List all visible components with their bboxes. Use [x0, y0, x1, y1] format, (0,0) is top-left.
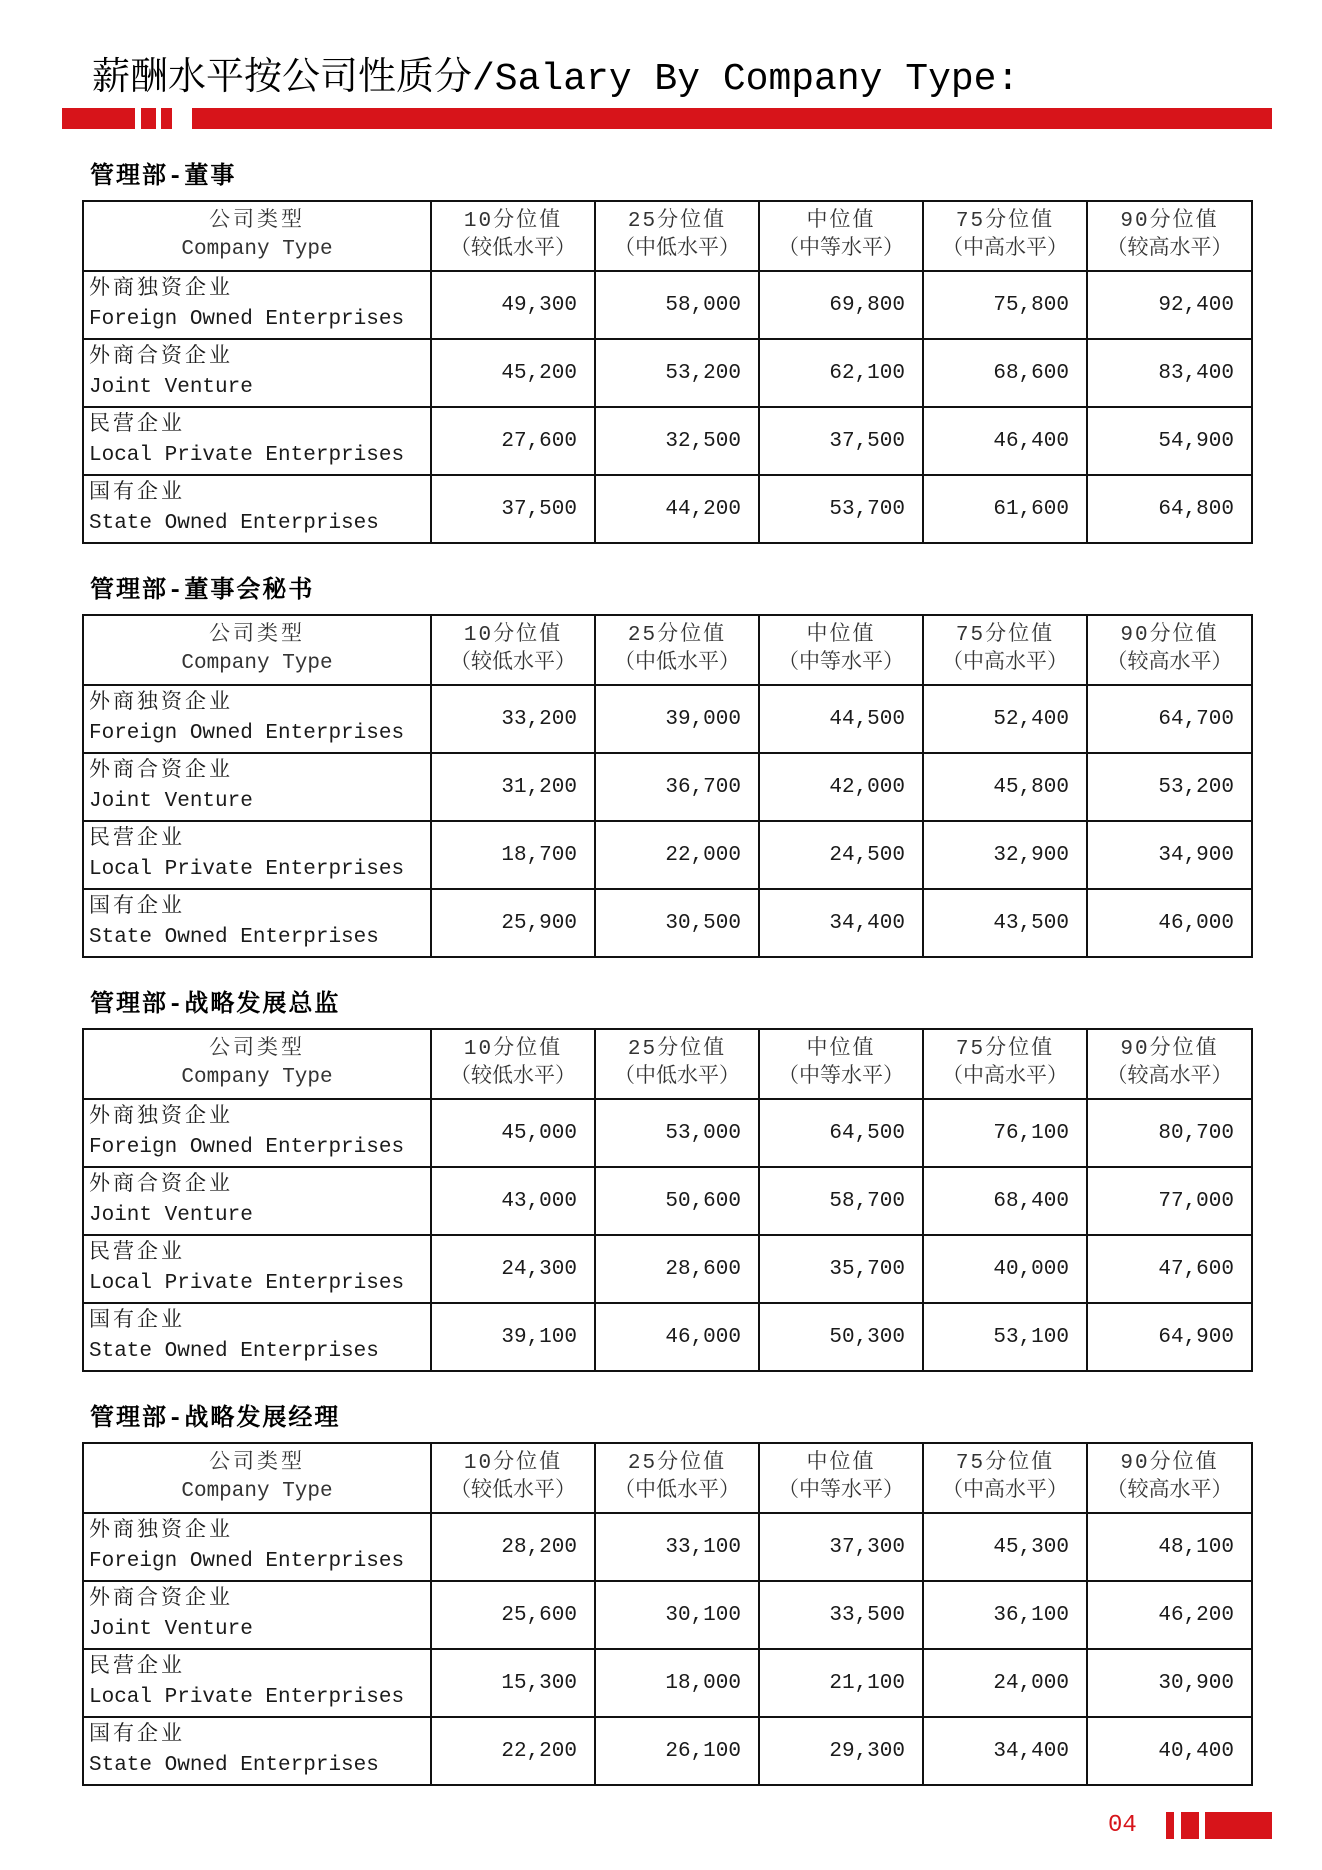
salary-p25: 36,700	[595, 753, 759, 821]
header-percentile-level: （中等水平）	[778, 1480, 904, 1503]
salary-p25: 44,200	[595, 475, 759, 543]
header-p25	[595, 1443, 759, 1513]
header-company-type-cn: 公司类型	[209, 1452, 305, 1475]
salary-p75: 43,500	[923, 889, 1087, 957]
salary-median: 21,100	[759, 1649, 923, 1717]
company-type-cn: 外商合资企业	[89, 760, 233, 783]
header-p25	[595, 1029, 759, 1099]
salary-table	[82, 1442, 1253, 1786]
salary-p75: 68,400	[923, 1167, 1087, 1235]
table-row	[83, 1099, 1252, 1167]
header-red-bar-segment	[161, 108, 172, 129]
table-row	[83, 889, 1252, 957]
company-type-en: Foreign Owned Enterprises	[89, 722, 405, 745]
salary-median: 64,500	[759, 1099, 923, 1167]
section-title: 管理部-战略发展经理	[90, 1406, 341, 1433]
company-type-cn: 民营企业	[89, 1242, 185, 1265]
salary-p90: 77,000	[1087, 1167, 1252, 1235]
header-p10	[431, 615, 595, 685]
header-percentile-level: （中低水平）	[614, 652, 740, 675]
salary-median: 69,800	[759, 271, 923, 339]
header-red-bar-segment	[141, 108, 156, 129]
company-type-cell	[83, 1167, 431, 1235]
salary-p25: 30,100	[595, 1581, 759, 1649]
company-type-cell	[83, 1099, 431, 1167]
salary-p10: 43,000	[431, 1167, 595, 1235]
salary-median: 62,100	[759, 339, 923, 407]
salary-median: 33,500	[759, 1581, 923, 1649]
header-percentile-label: 75分位值	[955, 1038, 1055, 1061]
header-percentile-level: （中高水平）	[942, 652, 1068, 675]
header-percentile-label: 中位值	[806, 624, 876, 647]
header-company-type-en: Company Type	[181, 1480, 333, 1503]
company-type-cn: 外商合资企业	[89, 346, 233, 369]
company-type-en: Joint Venture	[89, 790, 253, 813]
salary-median: 50,300	[759, 1303, 923, 1371]
company-type-cn: 国有企业	[89, 1310, 185, 1333]
header-percentile-label: 10分位值	[463, 1038, 563, 1061]
table-row	[83, 271, 1252, 339]
header-percentile-level: （较低水平）	[450, 238, 576, 261]
salary-p90: 48,100	[1087, 1513, 1252, 1581]
salary-p75: 52,400	[923, 685, 1087, 753]
salary-p90: 34,900	[1087, 821, 1252, 889]
salary-section	[82, 1405, 1251, 1785]
salary-p90: 64,900	[1087, 1303, 1252, 1371]
salary-p75: 34,400	[923, 1717, 1087, 1785]
header-percentile-label: 75分位值	[955, 1452, 1055, 1475]
salary-p25: 22,000	[595, 821, 759, 889]
salary-p90: 46,000	[1087, 889, 1252, 957]
company-type-cn: 外商独资企业	[89, 692, 233, 715]
header-percentile-level: （较高水平）	[1106, 238, 1233, 261]
salary-p90: 64,800	[1087, 475, 1252, 543]
table-header-row	[83, 615, 1252, 685]
table-row	[83, 1581, 1252, 1649]
header-red-bar-segment	[62, 108, 135, 129]
company-type-en: Foreign Owned Enterprises	[89, 308, 405, 331]
header-company-type-cn: 公司类型	[209, 210, 305, 233]
header-percentile-label: 10分位值	[463, 1452, 563, 1475]
header-percentile-level: （较低水平）	[450, 652, 576, 675]
company-type-en: State Owned Enterprises	[89, 1754, 379, 1777]
salary-p75: 46,400	[923, 407, 1087, 475]
company-type-cn: 外商独资企业	[89, 278, 233, 301]
salary-p10: 39,100	[431, 1303, 595, 1371]
salary-median: 58,700	[759, 1167, 923, 1235]
table-row	[83, 1167, 1252, 1235]
salary-p75: 53,100	[923, 1303, 1087, 1371]
company-type-en: Foreign Owned Enterprises	[89, 1550, 405, 1573]
company-type-cn: 外商独资企业	[89, 1520, 233, 1543]
header-percentile-level: （中高水平）	[942, 1066, 1068, 1089]
company-type-en: Joint Venture	[89, 1618, 253, 1641]
header-company-type	[83, 201, 431, 271]
salary-p10: 45,000	[431, 1099, 595, 1167]
salary-p90: 47,600	[1087, 1235, 1252, 1303]
salary-p25: 28,600	[595, 1235, 759, 1303]
salary-p90: 53,200	[1087, 753, 1252, 821]
salary-median: 29,300	[759, 1717, 923, 1785]
header-median	[759, 1029, 923, 1099]
header-p75	[923, 615, 1087, 685]
company-type-cn: 国有企业	[89, 896, 185, 919]
salary-median: 37,500	[759, 407, 923, 475]
company-type-en: State Owned Enterprises	[89, 512, 379, 535]
company-type-en: Local Private Enterprises	[89, 1686, 405, 1709]
header-percentile-label: 90分位值	[1120, 624, 1219, 647]
table-row	[83, 475, 1252, 543]
header-p10	[431, 1029, 595, 1099]
header-p90	[1087, 201, 1252, 271]
header-percentile-level: （较高水平）	[1106, 1480, 1233, 1503]
salary-p25: 46,000	[595, 1303, 759, 1371]
salary-table	[82, 614, 1253, 958]
page-number: 04	[1108, 1812, 1137, 1839]
header-percentile-level: （较低水平）	[450, 1066, 576, 1089]
company-type-cell	[83, 1581, 431, 1649]
salary-p25: 39,000	[595, 685, 759, 753]
salary-median: 34,400	[759, 889, 923, 957]
salary-median: 35,700	[759, 1235, 923, 1303]
header-red-bar-segment	[192, 108, 1272, 129]
header-percentile-label: 25分位值	[627, 210, 727, 233]
salary-p10: 25,600	[431, 1581, 595, 1649]
header-median	[759, 1443, 923, 1513]
table-header-row	[83, 201, 1252, 271]
salary-p90: 92,400	[1087, 271, 1252, 339]
header-percentile-level: （较高水平）	[1106, 652, 1233, 675]
company-type-cell	[83, 889, 431, 957]
salary-p75: 24,000	[923, 1649, 1087, 1717]
company-type-cell	[83, 1235, 431, 1303]
header-p90	[1087, 1443, 1252, 1513]
salary-table	[82, 1028, 1253, 1372]
salary-p10: 18,700	[431, 821, 595, 889]
salary-p10: 37,500	[431, 475, 595, 543]
company-type-cn: 国有企业	[89, 1724, 185, 1747]
salary-p10: 27,600	[431, 407, 595, 475]
salary-p90: 30,900	[1087, 1649, 1252, 1717]
section-title: 管理部-战略发展总监	[90, 992, 341, 1019]
header-p25	[595, 615, 759, 685]
salary-p25: 58,000	[595, 271, 759, 339]
header-percentile-label: 中位值	[806, 1038, 876, 1061]
header-company-type	[83, 1443, 431, 1513]
header-percentile-label: 90分位值	[1120, 1452, 1219, 1475]
header-percentile-level: （中等水平）	[778, 1066, 904, 1089]
header-company-type-en: Company Type	[181, 238, 333, 261]
company-type-en: State Owned Enterprises	[89, 926, 379, 949]
page-title: 薪酬水平按公司性质分/Salary By Company Type:	[92, 58, 1020, 101]
header-percentile-label: 10分位值	[463, 210, 563, 233]
salary-p90: 80,700	[1087, 1099, 1252, 1167]
header-percentile-label: 90分位值	[1120, 210, 1219, 233]
company-type-cn: 民营企业	[89, 1656, 185, 1679]
header-company-type-en: Company Type	[181, 1066, 333, 1089]
header-p90	[1087, 615, 1252, 685]
salary-p75: 76,100	[923, 1099, 1087, 1167]
salary-p25: 32,500	[595, 407, 759, 475]
salary-median: 44,500	[759, 685, 923, 753]
company-type-cell	[83, 1513, 431, 1581]
salary-p90: 64,700	[1087, 685, 1252, 753]
header-percentile-label: 25分位值	[627, 1452, 727, 1475]
salary-p75: 32,900	[923, 821, 1087, 889]
header-p10	[431, 201, 595, 271]
salary-section	[82, 991, 1251, 1371]
company-type-cell	[83, 1717, 431, 1785]
company-type-en: Joint Venture	[89, 1204, 253, 1227]
salary-median: 53,700	[759, 475, 923, 543]
company-type-en: Joint Venture	[89, 376, 253, 399]
table-row	[83, 1513, 1252, 1581]
salary-p25: 53,200	[595, 339, 759, 407]
salary-p10: 45,200	[431, 339, 595, 407]
header-company-type-cn: 公司类型	[209, 624, 305, 647]
header-percentile-label: 90分位值	[1120, 1038, 1219, 1061]
table-row	[83, 1717, 1252, 1785]
salary-section	[82, 163, 1251, 543]
table-row	[83, 821, 1252, 889]
table-header-row	[83, 1443, 1252, 1513]
salary-section	[82, 577, 1251, 957]
header-p75	[923, 1443, 1087, 1513]
salary-p10: 15,300	[431, 1649, 595, 1717]
section-title: 管理部-董事会秘书	[90, 578, 315, 605]
footer-red-bar-segment	[1181, 1812, 1199, 1839]
header-percentile-label: 75分位值	[955, 210, 1055, 233]
company-type-cell	[83, 1303, 431, 1371]
company-type-cell	[83, 753, 431, 821]
header-percentile-label: 10分位值	[463, 624, 563, 647]
salary-p75: 45,800	[923, 753, 1087, 821]
header-company-type-en: Company Type	[181, 652, 333, 675]
section-title: 管理部-董事	[90, 164, 237, 191]
header-percentile-level: （中低水平）	[614, 1066, 740, 1089]
salary-p10: 22,200	[431, 1717, 595, 1785]
salary-p10: 24,300	[431, 1235, 595, 1303]
salary-median: 24,500	[759, 821, 923, 889]
header-p75	[923, 201, 1087, 271]
header-percentile-level: （较高水平）	[1106, 1066, 1233, 1089]
salary-p75: 36,100	[923, 1581, 1087, 1649]
company-type-cell	[83, 339, 431, 407]
company-type-cn: 民营企业	[89, 828, 185, 851]
company-type-cn: 外商独资企业	[89, 1106, 233, 1129]
table-row	[83, 407, 1252, 475]
footer-red-bar-segment	[1166, 1812, 1174, 1839]
salary-p75: 75,800	[923, 271, 1087, 339]
header-median	[759, 615, 923, 685]
salary-p25: 26,100	[595, 1717, 759, 1785]
salary-p10: 33,200	[431, 685, 595, 753]
table-row	[83, 1235, 1252, 1303]
header-company-type-cn: 公司类型	[209, 1038, 305, 1061]
table-row	[83, 1303, 1252, 1371]
salary-p90: 40,400	[1087, 1717, 1252, 1785]
header-percentile-level: （中高水平）	[942, 238, 1068, 261]
salary-p90: 46,200	[1087, 1581, 1252, 1649]
salary-p25: 50,600	[595, 1167, 759, 1235]
header-median	[759, 201, 923, 271]
salary-p10: 25,900	[431, 889, 595, 957]
company-type-en: Local Private Enterprises	[89, 1272, 405, 1295]
company-type-en: Foreign Owned Enterprises	[89, 1136, 405, 1159]
header-p90	[1087, 1029, 1252, 1099]
company-type-cn: 民营企业	[89, 414, 185, 437]
header-percentile-level: （较低水平）	[450, 1480, 576, 1503]
table-row	[83, 339, 1252, 407]
header-percentile-level: （中低水平）	[614, 1480, 740, 1503]
company-type-cell	[83, 407, 431, 475]
header-percentile-label: 75分位值	[955, 624, 1055, 647]
header-company-type	[83, 615, 431, 685]
company-type-en: Local Private Enterprises	[89, 444, 405, 467]
salary-p25: 18,000	[595, 1649, 759, 1717]
salary-p10: 28,200	[431, 1513, 595, 1581]
header-percentile-level: （中等水平）	[778, 238, 904, 261]
header-p25	[595, 201, 759, 271]
salary-p75: 40,000	[923, 1235, 1087, 1303]
footer-red-bar-segment	[1205, 1812, 1272, 1839]
header-percentile-label: 中位值	[806, 210, 876, 233]
header-p75	[923, 1029, 1087, 1099]
table-row	[83, 685, 1252, 753]
company-type-en: State Owned Enterprises	[89, 1340, 379, 1363]
header-percentile-level: （中高水平）	[942, 1480, 1068, 1503]
table-header-row	[83, 1029, 1252, 1099]
company-type-cell	[83, 475, 431, 543]
salary-p90: 83,400	[1087, 339, 1252, 407]
salary-p75: 68,600	[923, 339, 1087, 407]
company-type-cell	[83, 271, 431, 339]
header-percentile-label: 25分位值	[627, 1038, 727, 1061]
header-percentile-label: 25分位值	[627, 624, 727, 647]
table-row	[83, 753, 1252, 821]
salary-p10: 49,300	[431, 271, 595, 339]
header-percentile-label: 中位值	[806, 1452, 876, 1475]
company-type-cn: 国有企业	[89, 482, 185, 505]
salary-p25: 30,500	[595, 889, 759, 957]
salary-p10: 31,200	[431, 753, 595, 821]
salary-p75: 61,600	[923, 475, 1087, 543]
company-type-cell	[83, 685, 431, 753]
company-type-cn: 外商合资企业	[89, 1588, 233, 1611]
company-type-cell	[83, 1649, 431, 1717]
company-type-cell	[83, 821, 431, 889]
salary-p75: 45,300	[923, 1513, 1087, 1581]
header-percentile-level: （中等水平）	[778, 652, 904, 675]
salary-table	[82, 200, 1253, 544]
salary-p25: 33,100	[595, 1513, 759, 1581]
header-percentile-level: （中低水平）	[614, 238, 740, 261]
header-p10	[431, 1443, 595, 1513]
company-type-cn: 外商合资企业	[89, 1174, 233, 1197]
salary-median: 42,000	[759, 753, 923, 821]
salary-p25: 53,000	[595, 1099, 759, 1167]
table-row	[83, 1649, 1252, 1717]
salary-p90: 54,900	[1087, 407, 1252, 475]
salary-median: 37,300	[759, 1513, 923, 1581]
company-type-en: Local Private Enterprises	[89, 858, 405, 881]
header-company-type	[83, 1029, 431, 1099]
